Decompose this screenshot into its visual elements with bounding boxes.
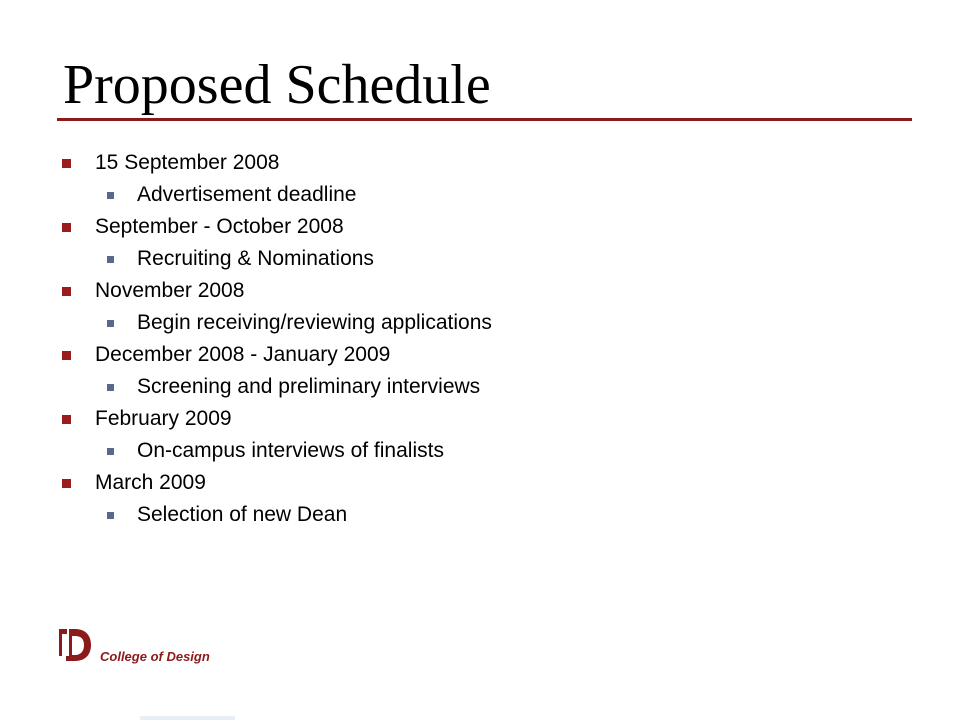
slide-title: Proposed Schedule xyxy=(63,54,491,116)
schedule-detail: On-campus interviews of finalists xyxy=(137,439,444,462)
square-bullet-icon xyxy=(107,448,114,455)
title-divider xyxy=(57,118,912,121)
schedule-detail: Advertisement deadline xyxy=(137,183,357,206)
schedule-date: February 2009 xyxy=(95,407,232,430)
square-bullet-icon xyxy=(107,384,114,391)
square-bullet-icon xyxy=(107,256,114,263)
schedule-detail-item xyxy=(0,498,960,532)
schedule-detail: Screening and preliminary interviews xyxy=(137,375,481,398)
square-bullet-icon xyxy=(107,320,114,327)
square-bullet-icon xyxy=(62,287,71,296)
schedule-detail: Begin receiving/reviewing applications xyxy=(137,311,492,334)
schedule-date: September - October 2008 xyxy=(95,215,344,238)
college-of-design-logo xyxy=(58,628,218,670)
schedule-detail: Recruiting & Nominations xyxy=(137,247,374,270)
schedule-detail-item xyxy=(0,306,960,340)
schedule-date: November 2008 xyxy=(95,279,245,302)
square-bullet-icon xyxy=(62,159,71,168)
schedule-date-item xyxy=(0,468,960,498)
schedule-list xyxy=(0,148,960,532)
square-bullet-icon xyxy=(107,192,114,199)
schedule-date-item xyxy=(0,276,960,306)
schedule-date: March 2009 xyxy=(95,471,206,494)
schedule-date: December 2008 - January 2009 xyxy=(95,343,391,366)
schedule-date-item xyxy=(0,212,960,242)
square-bullet-icon xyxy=(62,479,71,488)
square-bullet-icon xyxy=(62,223,71,232)
schedule-detail-item xyxy=(0,370,960,404)
bottom-strip xyxy=(140,716,235,720)
schedule-date-item xyxy=(0,340,960,370)
schedule-date-item xyxy=(0,148,960,178)
square-bullet-icon xyxy=(62,351,71,360)
schedule-detail-item xyxy=(0,242,960,276)
schedule-detail-item xyxy=(0,178,960,212)
square-bullet-icon xyxy=(107,512,114,519)
schedule-date: 15 September 2008 xyxy=(95,151,280,174)
square-bullet-icon xyxy=(62,415,71,424)
schedule-detail-item xyxy=(0,434,960,468)
college-of-design-d-logo-icon xyxy=(58,628,92,662)
logo-text: College of Design xyxy=(100,649,210,664)
schedule-detail: Selection of new Dean xyxy=(137,503,348,526)
schedule-date-item xyxy=(0,404,960,434)
